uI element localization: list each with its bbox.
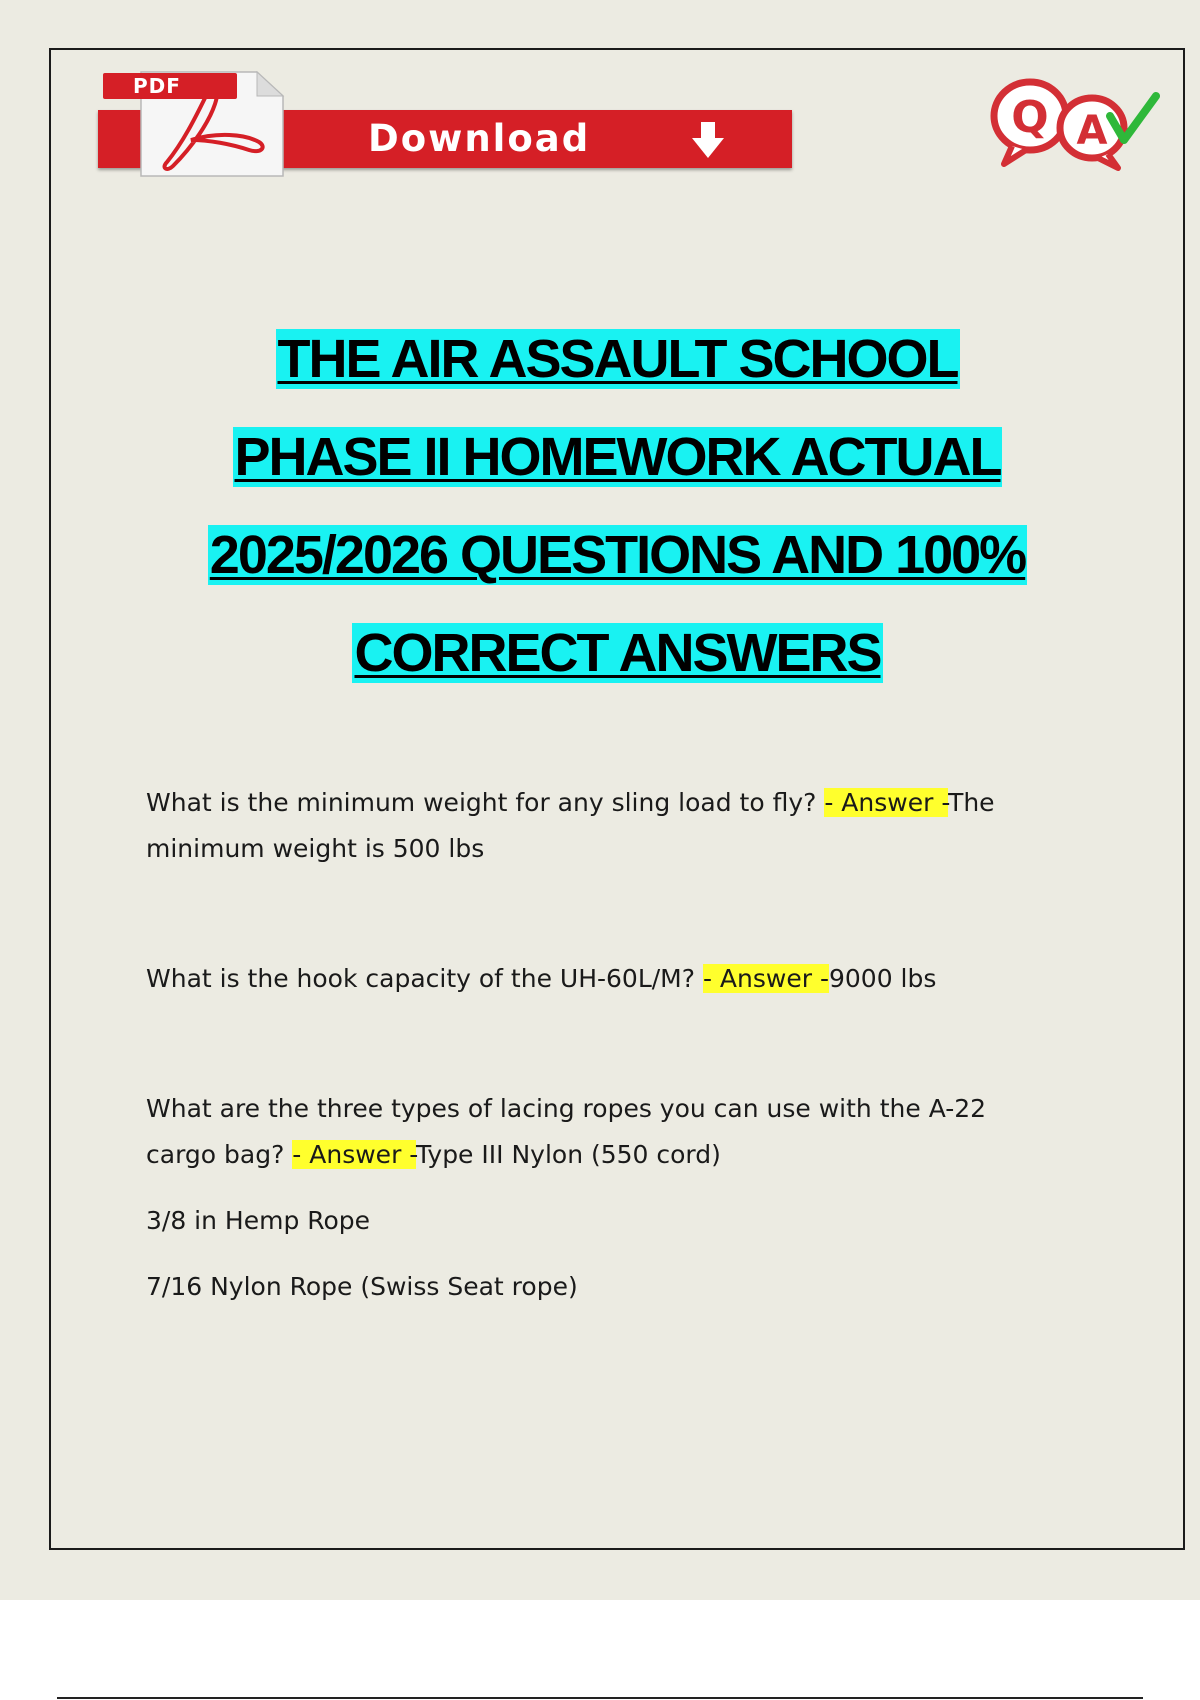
title-line: PHASE II HOMEWORK ACTUAL: [234, 427, 1001, 487]
question-text: What is the hook capacity of the UH-60L/M?: [146, 964, 703, 993]
qa-check-icon: [990, 72, 1160, 172]
title-line: CORRECT ANSWERS: [354, 623, 881, 683]
answer-marker: - Answer -: [292, 1140, 417, 1169]
arrow-down-icon: [688, 120, 728, 160]
title-line: 2025/2026 QUESTIONS AND 100%: [209, 525, 1026, 585]
svg-text:Q: Q: [1011, 92, 1049, 143]
svg-text:A: A: [1076, 108, 1108, 154]
download-label: Download: [368, 117, 591, 160]
question-text: What are the three types of lacing ropes you can use with the A-22 cargo bag?: [146, 1094, 987, 1169]
question-text: What is the minimum weight for any sling load to fly?: [146, 788, 825, 817]
pdf-tag: PDF: [103, 73, 237, 99]
answer-marker: - Answer -: [702, 964, 829, 993]
qa-item: [146, 956, 1046, 1002]
qa-item: [146, 780, 1046, 872]
qa-item: [146, 1086, 1046, 1178]
answer-text: Type III Nylon (550 cord): [416, 1140, 721, 1169]
answer-extra-line: 3/8 in Hemp Rope: [146, 1206, 371, 1235]
document-title: [60, 310, 1175, 702]
answer-text: The minimum weight is 500 lbs: [146, 788, 995, 863]
answer-text: 9000 lbs: [828, 964, 937, 993]
footer-divider: [57, 1697, 1143, 1699]
title-line: THE AIR ASSAULT SCHOOL: [277, 329, 958, 389]
answer-extra-line: 7/16 Nylon Rope (Swiss Seat rope): [146, 1272, 578, 1301]
answer-marker: - Answer -: [824, 788, 949, 817]
qa-list: [146, 780, 1046, 1310]
